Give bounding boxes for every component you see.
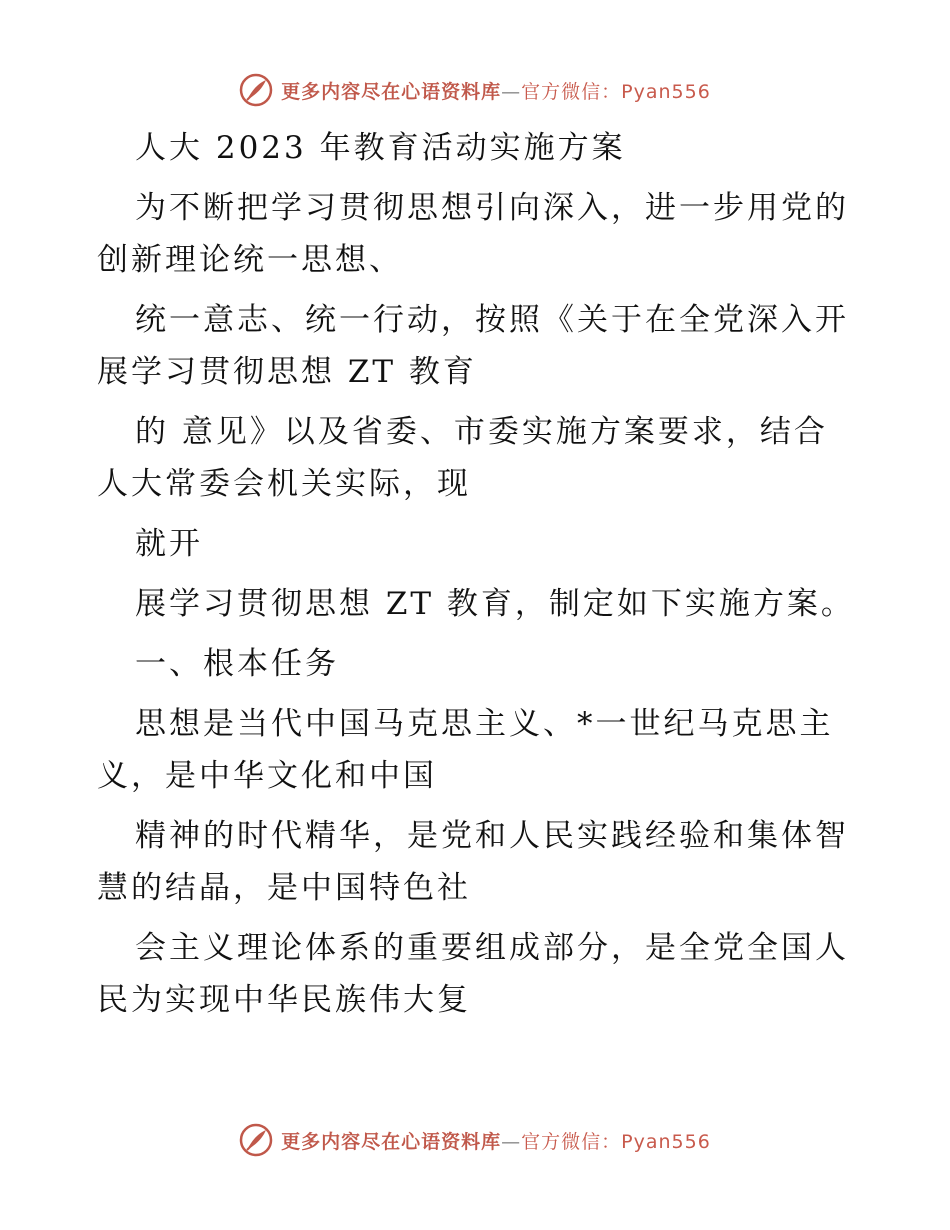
paragraph-line: 的 意见》以及省委、市委实施方案要求，结合: [135, 414, 828, 450]
paragraph-line: 展学习贯彻思想 ZT 教育，制定如下实施方案。: [135, 586, 855, 622]
quill-logo-icon: [239, 73, 273, 107]
watermark-text: 更多内容尽在心语资料库—官方微信：Pyan556: [281, 80, 711, 103]
paragraph-line: 统一意志、统一行动，按照《关于在全党深入开: [135, 302, 849, 338]
header-watermark: [0, 72, 950, 108]
section-heading: 一、根本任务: [135, 646, 339, 682]
watermark-text: 更多内容尽在心语资料库—官方微信：Pyan556: [281, 1130, 711, 1153]
paragraph-line: 民为实现中华民族伟大复: [97, 982, 471, 1018]
paragraph-line: 会主义理论体系的重要组成部分，是全党全国人: [135, 930, 849, 966]
footer-watermark: [0, 1122, 950, 1158]
paragraph-line: 精神的时代精华，是党和人民实践经验和集体智: [135, 818, 849, 854]
paragraph-line: 就开: [135, 526, 203, 562]
paragraph-line: 为不断把学习贯彻思想引向深入，进一步用党的: [135, 190, 849, 226]
document-body: [97, 122, 857, 1026]
paragraph-line: 展学习贯彻思想 ZT 教育: [97, 354, 477, 390]
paragraph-line: 慧的结晶，是中国特色社: [97, 870, 471, 906]
paragraph-line: 思想是当代中国马克思主义、*一世纪马克思主: [135, 706, 834, 742]
paragraph-line: 人大常委会机关实际，现: [97, 466, 471, 502]
document-title: 人大 2023 年教育活动实施方案: [135, 130, 626, 166]
paragraph-line: 义，是中华文化和中国: [97, 758, 437, 794]
quill-logo-icon: [239, 1123, 273, 1157]
paragraph-line: 创新理论统一思想、: [97, 242, 403, 278]
